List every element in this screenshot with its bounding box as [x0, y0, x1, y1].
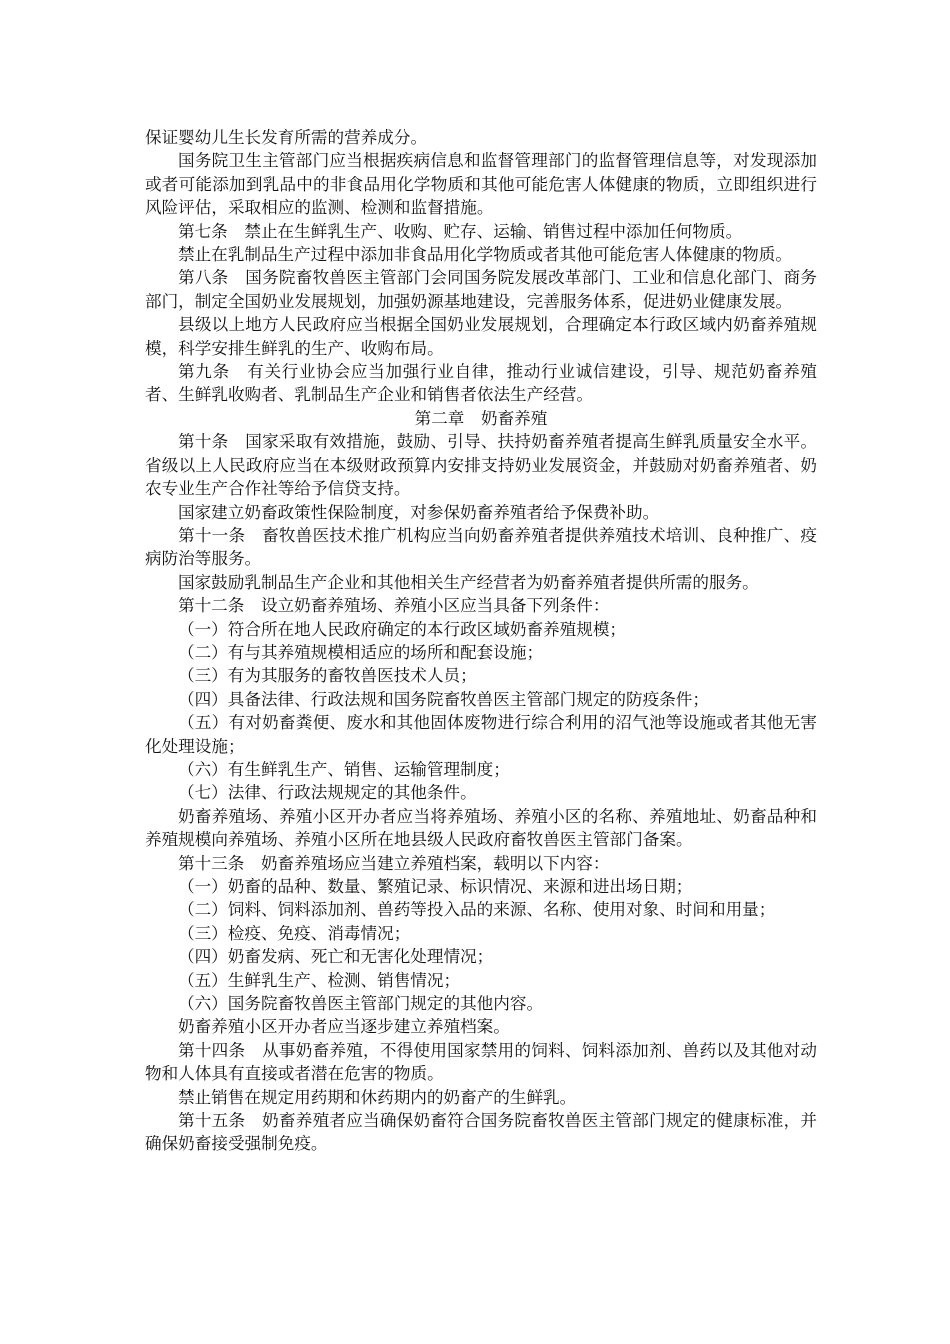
paragraph: 奶畜养殖小区开办者应当逐步建立养殖档案。 [178, 1017, 510, 1037]
paragraph: 国家建立奶畜政策性保险制度，对参保奶畜养殖者给予保费补助。 [178, 502, 660, 522]
paragraph: 第十二条 设立奶畜养殖场、养殖小区应当具备下列条件： [178, 596, 610, 616]
paragraph: 第十一条 畜牧兽医技术推广机构应当向奶畜养殖者提供养殖技术培训、良种推广、疫病防治等服务。 [145, 525, 817, 569]
paragraph: 第十条 国家采取有效措施，鼓励、引导、扶持奶畜养殖者提高生鲜乳质量安全水平。省级以上人民政府应当在本级财政预算内安排支持奶业发展资金，并鼓励对奶畜养殖者、奶农专业生产合作社等给予信贷支持。 [145, 432, 817, 499]
paragraph: （七）法律、行政法规规定的其他条件。 [178, 783, 477, 803]
paragraph: （三）有为其服务的畜牧兽医技术人员； [178, 666, 477, 686]
paragraph: （三）检疫、免疫、消毒情况； [178, 923, 411, 943]
document-page [145, 126, 817, 1156]
paragraph: 禁止销售在规定用药期和休药期内的奶畜产的生鲜乳。 [178, 1087, 577, 1107]
paragraph: 禁止在乳制品生产过程中添加非食品用化学物质或者其他可能危害人体健康的物质。 [178, 245, 792, 265]
paragraph: （四）奶畜发病、死亡和无害化处理情况； [178, 947, 494, 967]
paragraph: 第八条 国务院畜牧兽医主管部门会同国务院发展改革部门、工业和信息化部门、商务部门，制定全国奶业发展规划，加强奶源基地建设，完善服务体系，促进奶业健康发展。 [145, 268, 817, 311]
paragraph: （六）国务院畜牧兽医主管部门规定的其他内容。 [178, 994, 544, 1014]
paragraph: 奶畜养殖场、养殖小区开办者应当将养殖场、养殖小区的名称、养殖地址、奶畜品种和养殖规模向养殖场、养殖小区所在地县级人民政府畜牧兽医主管部门备案。 [145, 806, 817, 850]
paragraph: （六）有生鲜乳生产、销售、运输管理制度； [178, 759, 510, 779]
paragraph: 第十五条 奶畜养殖者应当确保奶畜符合国务院畜牧兽医主管部门规定的健康标准，并确保奶畜接受强制免疫。 [145, 1111, 817, 1154]
paragraph: （五）生鲜乳生产、检测、销售情况； [178, 970, 461, 990]
paragraph: 保证婴幼儿生长发育所需的营养成分。 [145, 128, 428, 147]
paragraph: 国家鼓励乳制品生产企业和其他相关生产经营者为奶畜养殖者提供所需的服务。 [178, 572, 759, 592]
paragraph: 国务院卫生主管部门应当根据疾病信息和监督管理部门的监督管理信息等，对发现添加或者可能添加到乳品中的非食品用化学物质和其他可能危害人体健康的物质，立即组织进行风险评估，采取相应的监测、检测和监督措施。 [145, 151, 817, 218]
paragraph: 县级以上地方人民政府应当根据全国奶业发展规划，合理确定本行政区域内奶畜养殖规模，科学安排生鲜乳的生产、收购布局。 [145, 315, 817, 358]
chapter-heading: 第二章 奶畜养殖 [414, 408, 548, 428]
paragraph: （二）饲料、饲料添加剂、兽药等投入品的来源、名称、使用对象、时间和用量； [178, 900, 776, 920]
paragraph: （四）具备法律、行政法规和国务院畜牧兽医主管部门规定的防疫条件； [178, 689, 709, 709]
paragraph: 第十三条 奶畜养殖场应当建立养殖档案，载明以下内容： [178, 853, 610, 873]
paragraph: （五）有对奶畜粪便、废水和其他固体废物进行综合利用的沼气池等设施或者其他无害化处理设施； [145, 713, 817, 756]
paragraph: 第十四条 从事奶畜养殖，不得使用国家禁用的饲料、饲料添加剂、兽药以及其他对动物和人体具有直接或者潜在危害的物质。 [145, 1040, 817, 1084]
paragraph: 第九条 有关行业协会应当加强行业自律，推动行业诚信建设，引导、规范奶畜养殖者、生鲜乳收购者、乳制品生产企业和销售者依法生产经营。 [145, 362, 817, 405]
paragraph: （一）奶畜的品种、数量、繁殖记录、标识情况、来源和进出场日期； [178, 877, 693, 896]
paragraph: （二）有与其养殖规模相适应的场所和配套设施； [178, 642, 544, 662]
paragraph: 第七条 禁止在生鲜乳生产、收购、贮存、运输、销售过程中添加任何物质。 [178, 221, 743, 241]
paragraph: （一）符合所在地人民政府确定的本行政区域奶畜养殖规模； [178, 619, 627, 639]
